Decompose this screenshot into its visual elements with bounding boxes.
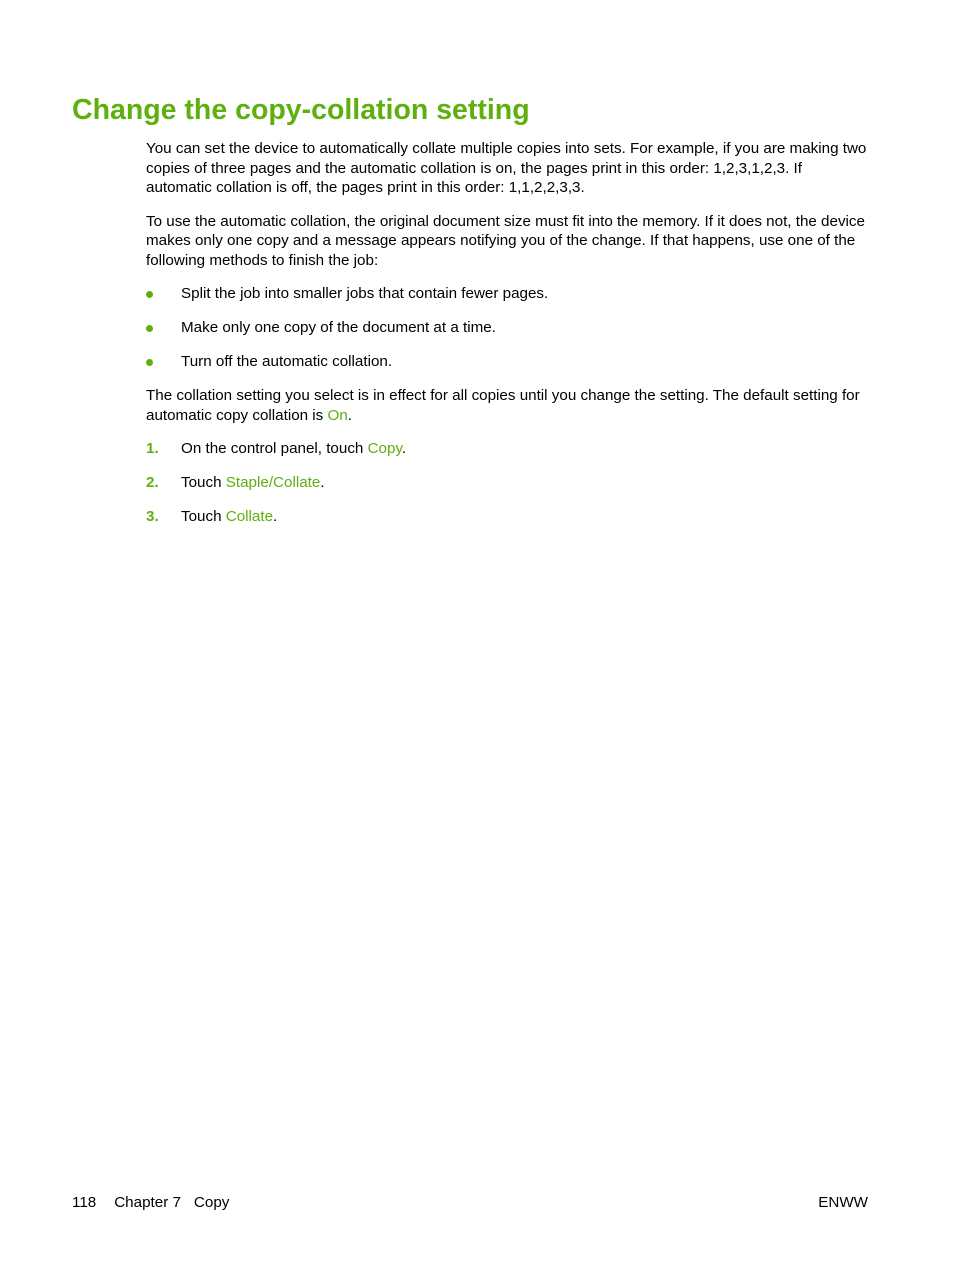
list-item: [146, 284, 870, 304]
intro-paragraph: You can set the device to automatically collate multiple copies into sets. For example, if you are making two copies of three pages and the automatic collation is on, the pages print in this order: 1,2,3,1,2,3. If automatic collation is off, the pages print in this order: 1,1,2,2,3,3.: [146, 140, 867, 196]
step-number: 2.: [146, 474, 159, 491]
step-item: [146, 439, 870, 459]
page-number: 118: [72, 1194, 97, 1211]
footer-section: Copy: [193, 1194, 230, 1211]
list-item-text: Turn off the automatic collation.: [181, 353, 393, 370]
step-text: On the control panel, touch: [181, 440, 368, 457]
list-item-text: Make only one copy of the document at a time.: [181, 319, 496, 336]
step-end: .: [273, 508, 278, 525]
step-text: Touch: [181, 508, 226, 525]
step-item: [146, 507, 870, 527]
step-end: .: [401, 440, 407, 457]
step-end: .: [320, 474, 325, 491]
list-item-text: Split the job into smaller jobs that contain fewer pages.: [181, 285, 549, 302]
steps-list: [146, 439, 870, 527]
step-item: [146, 473, 870, 493]
default-value-on: On: [327, 406, 348, 424]
bullet-icon: [146, 325, 153, 332]
step-ui-term: Copy: [367, 440, 402, 457]
step-ui-term: Collate: [225, 508, 274, 525]
page-title: Change the copy-collation setting: [72, 94, 530, 126]
main-content: [146, 139, 870, 541]
footer-left: [72, 1193, 247, 1213]
bullet-icon: [146, 291, 153, 298]
bullet-icon: [146, 359, 153, 366]
method-list: [146, 284, 870, 372]
step-ui-term: Staple/Collate: [225, 474, 321, 491]
memory-paragraph: To use the automatic collation, the original document size must fit into the memory. If it does not, the device makes only one copy and a message appears notifying you of the change. If that happens, use one of the following methods to finish the job:: [146, 212, 865, 269]
list-item: [146, 352, 870, 372]
default-setting-end: .: [347, 406, 352, 424]
list-item: [146, 318, 870, 338]
footer-right-label: ENWW: [818, 1194, 868, 1211]
step-text: Touch: [181, 474, 226, 491]
footer-chapter: Chapter 7: [114, 1194, 181, 1211]
default-setting-text: The collation setting you select is in effect for all copies until you change the setting. The default setting for automatic copy collation is: [146, 387, 860, 424]
default-setting-paragraph: [146, 386, 870, 425]
step-number: 1.: [146, 440, 159, 457]
step-number: 3.: [146, 508, 159, 525]
